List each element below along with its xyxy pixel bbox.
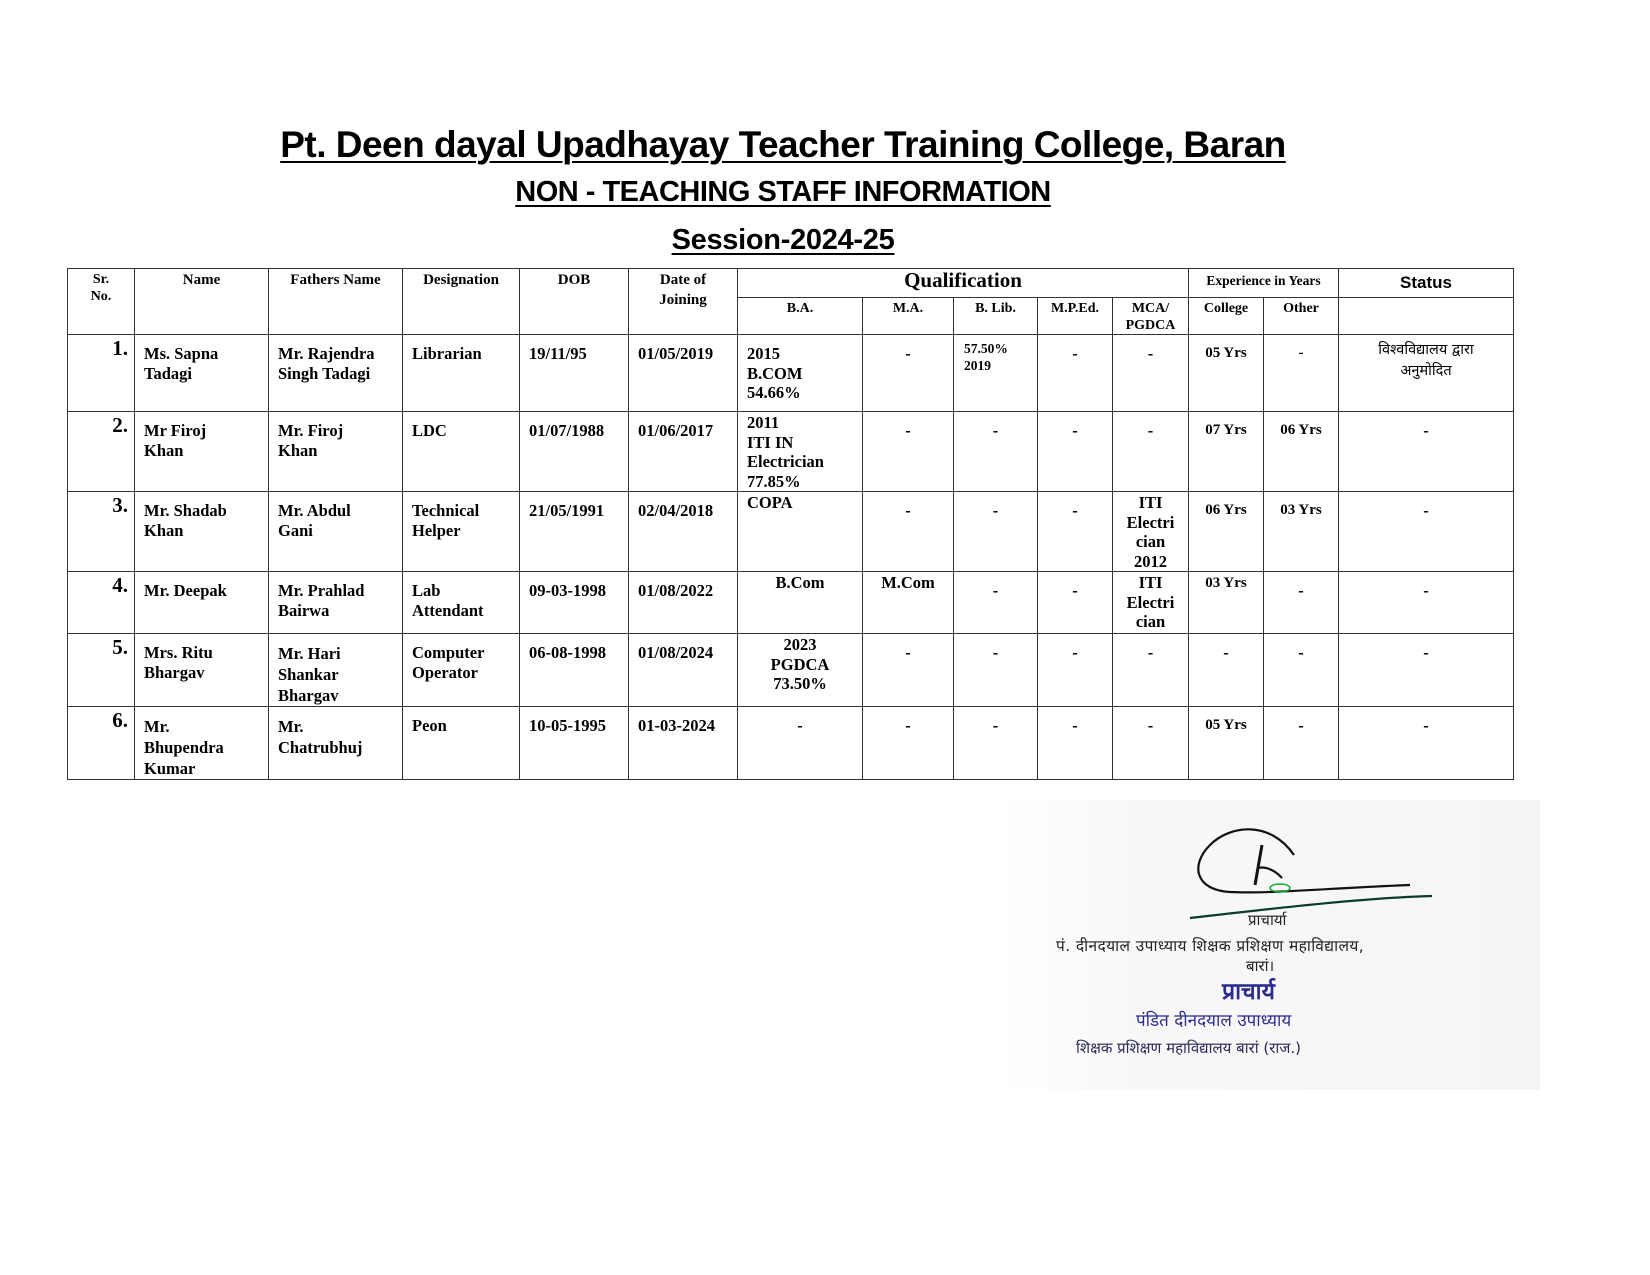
signature-institution: पं. दीनदयाल उपाध्याय शिक्षक प्रशिक्षण महाविद्यालय, [1056,937,1365,955]
cell-ba: - [738,707,863,780]
col-header-date-of-joining: Date of Joining [629,269,738,335]
col-header-fathers-name: Fathers Name [269,269,403,335]
cell-exp-college: 07 Yrs [1189,412,1264,492]
cell-fathers-name: Mr. Firoj Khan [269,412,403,492]
cell-fathers-name: Mr. Prahlad Bairwa [269,572,403,634]
cell-exp-college: 05 Yrs [1189,707,1264,780]
table-row [68,492,1514,572]
staff-table [67,268,1514,780]
cell-blib: 57.50% 2019 [954,335,1038,412]
table-row [68,707,1514,780]
col-header-status: Status [1339,269,1514,298]
cell-dob: 06-08-1998 [520,634,629,707]
col-header-blib: B. Lib. [954,298,1038,335]
col-header-sr-no: Sr. No. [68,269,135,335]
table-row [68,335,1514,412]
cell-name: Mr. Bhupendra Kumar [135,707,269,780]
cell-status: - [1339,707,1514,780]
cell-fathers-name: Mr. Chatrubhuj [269,707,403,780]
header-row-1 [68,269,1514,298]
cell-fathers-name: Mr. Abdul Gani [269,492,403,572]
col-header-dob: DOB [520,269,629,335]
cell-designation: Librarian [403,335,520,412]
cell-mped: - [1038,707,1113,780]
col-header-mca-pgdca: MCA/ PGDCA [1113,298,1189,335]
cell-ba: 2023 PGDCA 73.50% [738,634,863,707]
stamp-line-2: शिक्षक प्रशिक्षण महाविद्यालय बारां (राज.) [1076,1039,1301,1057]
cell-mca-pgdca: - [1113,335,1189,412]
stamp-title: प्राचार्य [1222,979,1275,1005]
cell-doj: 02/04/2018 [629,492,738,572]
cell-exp-other: - [1264,335,1339,412]
cell-dob: 21/05/1991 [520,492,629,572]
cell-mca-pgdca: - [1113,707,1189,780]
cell-designation: Technical Helper [403,492,520,572]
cell-designation: Peon [403,707,520,780]
cell-blib: - [954,492,1038,572]
cell-status: - [1339,492,1514,572]
cell-exp-college: 05 Yrs [1189,335,1264,412]
cell-dob: 09-03-1998 [520,572,629,634]
col-header-status-blank [1339,298,1514,335]
cell-name: Mr. Shadab Khan [135,492,269,572]
cell-doj: 01/05/2019 [629,335,738,412]
cell-sr-no: 1. [68,335,135,412]
table-row [68,572,1514,634]
col-header-exp-college: College [1189,298,1264,335]
college-title [0,124,1566,166]
cell-mped: - [1038,412,1113,492]
cell-blib: - [954,412,1038,492]
cell-name: Mr Firoj Khan [135,412,269,492]
signature-block [1000,800,1540,1090]
cell-doj: 01/08/2022 [629,572,738,634]
col-header-ma: M.A. [863,298,954,335]
col-header-qualification: Qualification [738,269,1189,298]
cell-dob: 10-05-1995 [520,707,629,780]
col-header-exp-other: Other [1264,298,1339,335]
cell-sr-no: 6. [68,707,135,780]
cell-ma: M.Com [863,572,954,634]
cell-blib: - [954,572,1038,634]
cell-doj: 01/08/2024 [629,634,738,707]
cell-name: Mr. Deepak [135,572,269,634]
cell-ma: - [863,412,954,492]
cell-status: - [1339,412,1514,492]
cell-ba: 2015 B.COM 54.66% [738,335,863,412]
college-title-text: Pt. Deen dayal Upadhayay Teacher Training College, Baran [280,124,1286,165]
table-row [68,634,1514,707]
cell-ma: - [863,492,954,572]
cell-exp-other: 06 Yrs [1264,412,1339,492]
col-header-mped: M.P.Ed. [1038,298,1113,335]
cell-sr-no: 3. [68,492,135,572]
cell-exp-college: 03 Yrs [1189,572,1264,634]
cell-mca-pgdca: - [1113,634,1189,707]
cell-exp-other: - [1264,572,1339,634]
cell-status: विश्वविद्यालय द्वारा अनुमोदित [1339,335,1514,412]
cell-name: Mrs. Ritu Bhargav [135,634,269,707]
table-row [68,412,1514,492]
cell-designation: Computer Operator [403,634,520,707]
document-subtitle [0,176,1566,209]
signature-designation: प्राचार्या [1248,911,1287,929]
cell-exp-other: - [1264,634,1339,707]
cell-fathers-name: Mr. Hari Shankar Bhargav [269,634,403,707]
cell-blib: - [954,707,1038,780]
session-label-text: Session-2024-25 [671,224,895,256]
document-subtitle-text: NON - TEACHING STAFF INFORMATION [515,176,1051,208]
cell-exp-college: 06 Yrs [1189,492,1264,572]
cell-sr-no: 5. [68,634,135,707]
col-header-name: Name [135,269,269,335]
cell-ma: - [863,634,954,707]
cell-mca-pgdca: ITI Electri cian 2012 [1113,492,1189,572]
cell-exp-college: - [1189,634,1264,707]
cell-status: - [1339,634,1514,707]
cell-doj: 01-03-2024 [629,707,738,780]
cell-sr-no: 4. [68,572,135,634]
cell-ba: 2011 ITI IN Electrician 77.85% [738,412,863,492]
cell-status: - [1339,572,1514,634]
cell-exp-other: - [1264,707,1339,780]
col-header-ba: B.A. [738,298,863,335]
cell-name: Ms. Sapna Tadagi [135,335,269,412]
session-label [0,224,1566,257]
stamp-line-1: पंडित दीनदयाल उपाध्याय [1136,1011,1292,1031]
cell-fathers-name: Mr. Rajendra Singh Tadagi [269,335,403,412]
signature-place: बारां। [1246,957,1275,975]
cell-dob: 19/11/95 [520,335,629,412]
col-header-designation: Designation [403,269,520,335]
cell-ma: - [863,707,954,780]
cell-mca-pgdca: - [1113,412,1189,492]
cell-doj: 01/06/2017 [629,412,738,492]
cell-sr-no: 2. [68,412,135,492]
col-header-experience: Experience in Years [1189,269,1339,298]
cell-exp-other: 03 Yrs [1264,492,1339,572]
cell-dob: 01/07/1988 [520,412,629,492]
cell-mped: - [1038,634,1113,707]
cell-blib: - [954,634,1038,707]
cell-mped: - [1038,335,1113,412]
cell-designation: Lab Attendant [403,572,520,634]
cell-ba: COPA [738,492,863,572]
cell-mped: - [1038,572,1113,634]
cell-mped: - [1038,492,1113,572]
cell-designation: LDC [403,412,520,492]
cell-mca-pgdca: ITI Electri cian [1113,572,1189,634]
cell-ma: - [863,335,954,412]
cell-ba: B.Com [738,572,863,634]
